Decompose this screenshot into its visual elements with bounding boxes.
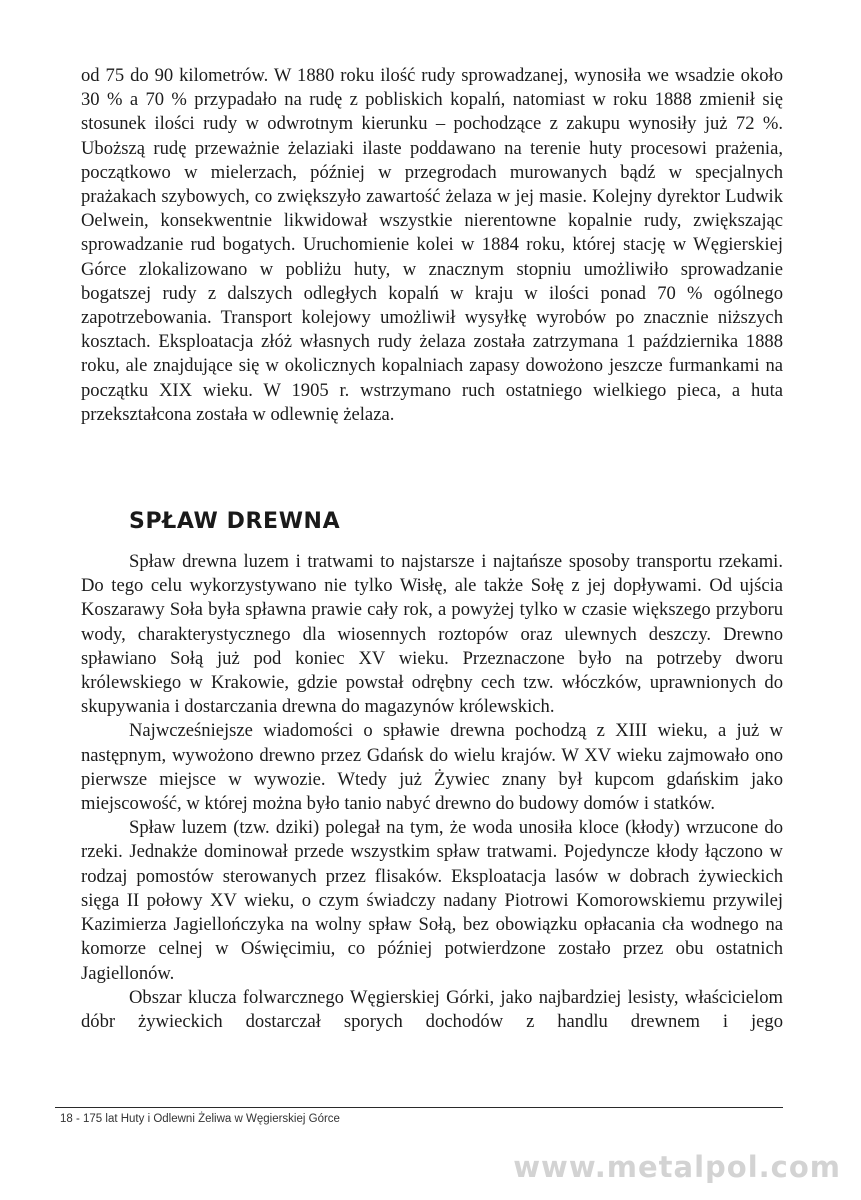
- footer-divider: [55, 1107, 783, 1108]
- body-paragraph: Najwcześniejsze wiadomości o spławie drewna pochodzą z XIII wieku, a już w następnym, wywożono drewno przez Gdańsk do wielu krajów. W XV wieku zajmowało ono pierwsze miejsce w wywozie. Wtedy już Żywiec znany był kupcom gdańskim jako miejscowość, w której można było tanio nabyć drewno do budowy domów i statków.: [81, 720, 783, 815]
- body-paragraph: od 75 do 90 kilometrów. W 1880 roku ilość rudy sprowadzanej, wynosiła we wsadzie około 30 % a 70 % przypadało na rudę z pobliskich kopalń, natomiast w roku 1888 zmienił się stosunek ilości rudy w odwrotnym kierunku – pochodzące z zakupu wynosiły już 72 %. Uboższą rudę przeważnie żelaziaki ilaste poddawano na terenie huty procesowi prażenia, początkowo w mielerzach, później w przegrodach murowanych bądź w specjalnych prażakach szybowych, co zwiększyło zawartość żelaza w jej masie. Kolejny dyrektor Ludwik Oelwein, konsekwentnie likwidował wszystkie nierentowne kopalnie rudy, zwiększając sprowadzanie rud bogatych. Uruchomienie kolei w 1884 roku, której stację w Węgierskiej Górce zlokalizowano w pobliżu huty, w znacznym stopniu umożliwiło sprowadzanie bogatszej rudy z dalszych odległych kopalń w kraju w ilości ponad 70 % ogólnego zapotrzebowania. Transport kolejowy umożliwił wysyłkę wyrobów po znacznie niższych kosztach. Eksploatacja złóż własnych rudy żelaza została zatrzymana 1 października 1888 roku, ale znajdujące się w okolicznych kopalniach zapasy dowożono jeszcze furmankami na początku XIX wieku. W 1905 r. wstrzymano ruch ostatniego wielkiego pieca, a huta przekształcona została w odlewnię żelaza.: [81, 65, 783, 425]
- body-paragraph: Obszar klucza folwarcznego Węgierskiej Górki, jako najbardziej lesisty, właścicielom dóbr żywieckich dostarczał sporych dochodów z handlu drewnem i jego: [81, 986, 783, 1032]
- body-paragraph: Spław drewna luzem i tratwami to najstarsze i najtańsze sposoby transportu rzekami. Do tego celu wykorzystywano nie tylko Wisłę, ale także Sołę z jej dopływami. Od ujścia Koszarawy Soła była spławna prawie cały rok, a powyżej tylko w czasie większego przyboru wody, charakterystycznego dla wiosennych roztopów oraz ulewnych deszczy. Drewno spławiano Sołą już pod koniec XV wieku. Przeznaczone było na potrzeby dworu królewskiego w Krakowie, gdzie powstał odrębny cech tzw. włóczków, uprawnionych do skupywania i dostarczania drewna do magazynów królewskich.: [81, 551, 783, 718]
- page-footer: 18 - 175 lat Huty i Odlewni Żeliwa w Węgierskiej Górce: [60, 1113, 340, 1125]
- section-heading: SPŁAW DREWNA: [129, 509, 341, 535]
- page-body: [81, 64, 783, 1034]
- site-watermark: www.metalpol.com: [513, 1150, 841, 1184]
- body-paragraph: Spław luzem (tzw. dziki) polegał na tym, że woda unosiła kloce (kłody) wrzucone do rzeki. Jednakże dominował przede wszystkim spław tratwami. Pojedyncze kłody łączono w rodzaj pomostów sterowanych przez flisaków. Eksploatacja lasów w dobrach żywieckich sięga II połowy XV wieku, o czym świadczy nadany Piotrowi Komorowskiemu przywilej Kazimierza Jagiellończyka na wolny spław Sołą, bez obowiązku opłacania cła wodnego na komorze celnej w Oświęcimiu, co później potwierdzone zostało przez obu ostatnich Jagiellonów.: [81, 817, 783, 984]
